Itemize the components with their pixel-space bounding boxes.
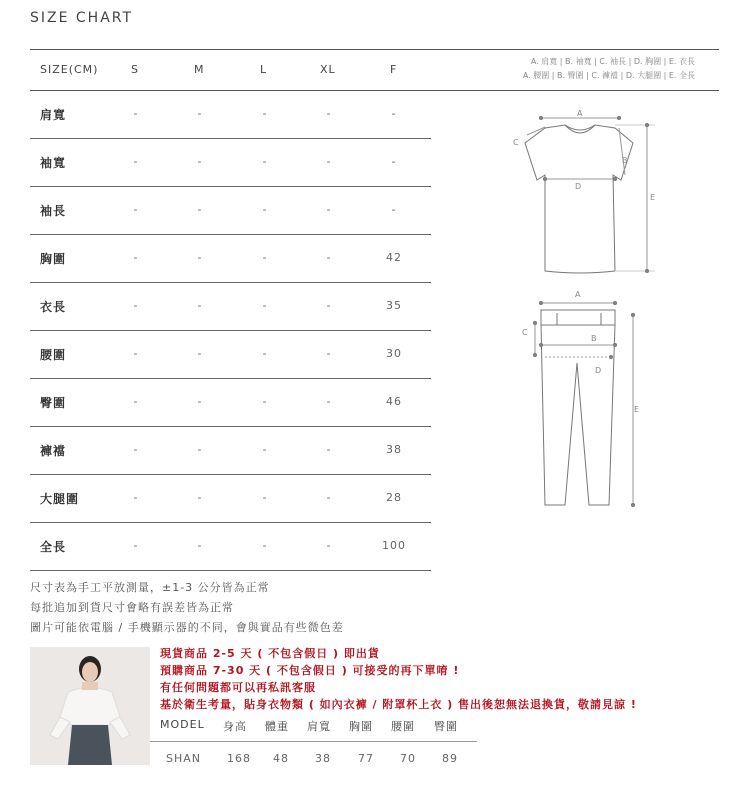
size-header-xl: XL (320, 63, 336, 76)
measurement-notes (30, 578, 344, 638)
table-row (30, 138, 431, 187)
table-cell: - (262, 203, 268, 216)
row-label: 腰圍 (40, 348, 67, 362)
row-label: 袖寬 (40, 156, 67, 170)
pants-diagram (534, 302, 635, 507)
table-row (30, 378, 431, 427)
top-label-b: B (622, 156, 628, 165)
table-cell: - (326, 299, 332, 312)
size-table (30, 49, 719, 554)
row-label: 臀圍 (40, 396, 67, 410)
table-cell: - (326, 155, 332, 168)
size-header-s: S (131, 63, 139, 76)
table-cell: - (326, 251, 332, 264)
table-cell: - (197, 539, 203, 552)
table-cell: - (197, 299, 203, 312)
top-label-e: E (650, 193, 656, 202)
model-header-shoulder: 肩寬 (307, 720, 331, 733)
policy-line-hygiene: 基於衛生考量，貼身衣物類 ( 如內衣褲 / 附罩杯上衣 ) 售出後恕無法退換貨，敬請見諒 ! (160, 698, 637, 711)
pants-label-a: A (575, 290, 581, 299)
model-waist: 70 (400, 752, 416, 765)
table-cell: - (326, 539, 332, 552)
table-cell: - (262, 539, 268, 552)
model-hip: 89 (442, 752, 458, 765)
top-diagram (525, 117, 655, 274)
table-cell: - (326, 203, 332, 216)
table-cell: - (262, 251, 268, 264)
model-weight: 48 (273, 752, 289, 765)
table-cell: - (326, 443, 332, 456)
model-table-header (150, 710, 477, 742)
table-cell: - (326, 491, 332, 504)
top-label-d: D (575, 182, 582, 191)
table-cell: - (133, 107, 139, 120)
model-header-hip: 臀圍 (434, 720, 458, 733)
model-shoulder: 38 (315, 752, 331, 765)
policy-line-instock: 現貨商品 2-5 天 ( 不包含假日 ) 即出貨 (160, 647, 380, 660)
model-photo (30, 647, 150, 765)
table-cell: - (197, 251, 203, 264)
garment-diagram (505, 105, 675, 515)
table-row (30, 90, 431, 139)
row-label: 褲襠 (40, 444, 67, 458)
row-label: 大腿圍 (40, 492, 80, 506)
table-cell: 30 (386, 347, 402, 360)
table-cell: - (133, 539, 139, 552)
table-cell: - (262, 491, 268, 504)
row-label: 肩寬 (40, 108, 67, 122)
row-label: 全長 (40, 540, 67, 554)
row-label: 袖長 (40, 204, 67, 218)
table-cell: - (391, 155, 397, 168)
table-cell: - (262, 347, 268, 360)
size-header-f: F (390, 63, 398, 76)
model-header-model: MODEL (160, 718, 205, 731)
table-header (30, 49, 719, 91)
table-row (30, 186, 431, 235)
table-cell: - (133, 491, 139, 504)
note-line: 尺寸表為手工平放測量，±1-3 公分皆為正常 (30, 581, 270, 594)
table-cell: - (326, 107, 332, 120)
table-cell: 42 (386, 251, 402, 264)
model-header-weight: 體重 (265, 720, 289, 733)
table-cell: - (326, 395, 332, 408)
table-row (30, 234, 431, 283)
table-cell: 38 (386, 443, 402, 456)
row-label: 衣長 (40, 300, 67, 314)
table-cell: - (197, 395, 203, 408)
table-cell: - (133, 347, 139, 360)
note-line: 圖片可能依電腦 / 手機顯示器的不同，會與實品有些微色差 (30, 621, 344, 634)
table-row (30, 426, 431, 475)
table-cell: 28 (386, 491, 402, 504)
pants-label-b: B (591, 334, 597, 343)
table-row (30, 474, 431, 523)
size-unit-header: SIZE(CM) (40, 63, 99, 76)
model-height: 168 (227, 752, 251, 765)
pants-label-e: E (634, 405, 640, 414)
measurement-legend (455, 55, 695, 83)
table-cell: - (391, 107, 397, 120)
table-cell: - (262, 299, 268, 312)
table-cell: - (133, 299, 139, 312)
size-header-l: L (260, 63, 268, 76)
model-bust: 77 (358, 752, 374, 765)
policy-line-preorder: 預購商品 7-30 天 ( 不包含假日 ) 可接受的再下單唷 ! (160, 664, 460, 677)
table-cell: - (197, 491, 203, 504)
policy-line-contact: 有任何問題都可以再私訊客服 (160, 681, 316, 694)
table-row (30, 330, 431, 379)
note-line: 每批追加到貨尺寸會略有誤差皆為正常 (30, 601, 234, 614)
table-cell: - (262, 443, 268, 456)
table-cell: 35 (386, 299, 402, 312)
table-cell: - (133, 395, 139, 408)
pants-label-d: D (595, 366, 602, 375)
size-header-m: M (194, 63, 205, 76)
pants-label-c: C (522, 328, 528, 337)
table-cell: - (326, 347, 332, 360)
table-cell: - (197, 203, 203, 216)
table-cell: - (262, 155, 268, 168)
legend-bottom-line: A. 腰圍 | B. 臀圍 | C. 褲襠 | D. 大腿圍 | E. 全長 (522, 71, 695, 80)
top-label-a: A (577, 109, 583, 118)
model-header-height: 身高 (223, 720, 247, 733)
table-cell: - (262, 395, 268, 408)
size-chart-title: SIZE CHART (30, 10, 134, 26)
table-row (30, 522, 431, 571)
legend-top-line: A. 肩寬 | B. 袖寬 | C. 袖長 | D. 胸圍 | E. 衣長 (530, 57, 695, 66)
table-cell: - (133, 443, 139, 456)
table-row (30, 282, 431, 331)
table-cell: - (262, 107, 268, 120)
table-cell: 46 (386, 395, 402, 408)
table-cell: - (197, 347, 203, 360)
model-header-waist: 腰圍 (391, 720, 415, 733)
table-cell: - (197, 107, 203, 120)
top-label-c: C (513, 138, 519, 147)
table-cell: - (197, 443, 203, 456)
row-label: 胸圍 (40, 252, 67, 266)
table-cell: - (197, 155, 203, 168)
model-header-bust: 胸圍 (349, 720, 373, 733)
table-cell: 100 (382, 539, 406, 552)
model-name: SHAN (166, 752, 202, 765)
table-cell: - (133, 203, 139, 216)
table-cell: - (391, 203, 397, 216)
table-cell: - (133, 155, 139, 168)
table-cell: - (133, 251, 139, 264)
